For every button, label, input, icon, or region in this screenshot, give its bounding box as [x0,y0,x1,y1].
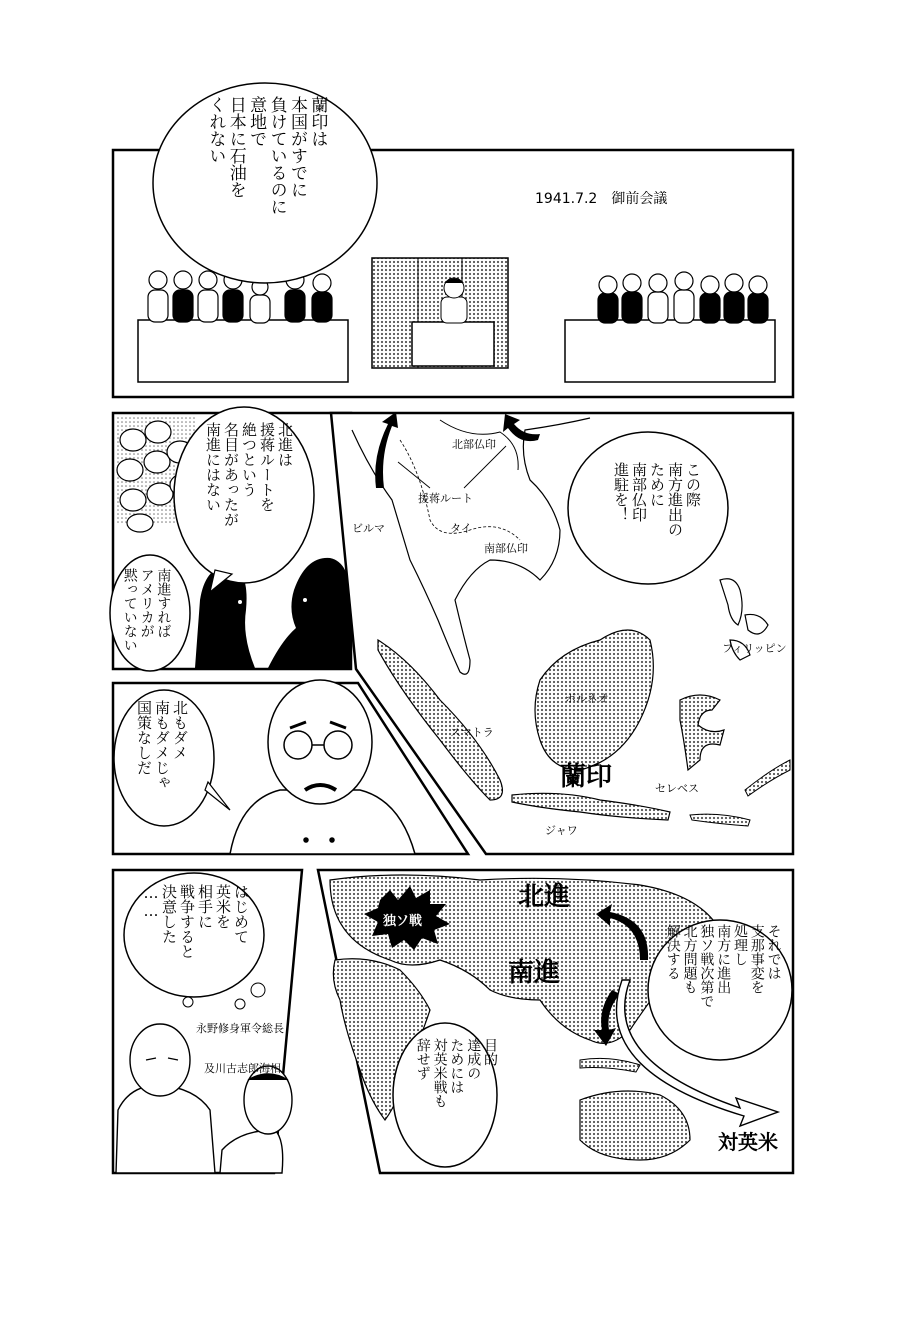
label-north-advance: 北進 [518,882,571,912]
label-german-soviet-war: 独ソ戦 [383,914,423,929]
caption-date-conference: 1941.7.2 御前会議 [535,191,668,207]
label-celebes: セレベス [655,782,699,795]
emperor-figure [441,278,467,323]
name-nagano: 永野修身軍令総長 [196,1022,284,1035]
label-anglo-american: 対英米 [718,1130,778,1154]
speech-bubble-no-policy: 北もダメ 南もダメじゃ 国策なしだ [135,700,189,790]
label-sumatra: スマトラ [450,726,494,739]
label-java: ジャワ [545,824,578,837]
thought-bubble-decision: はじめて 英米を 相手に 戦争すると 決意した …… [142,884,250,959]
label-dutch-indies: 蘭印 [560,762,613,792]
speech-bubble-america: 南進すれば アメリカが 黙っていない [121,568,172,652]
left-desk [138,320,348,382]
label-thailand: タイ [450,522,472,535]
label-aid-route: 援蒋ルート [418,492,473,505]
label-philippines: フィリッピン [722,642,787,655]
label-burma: ビルマ [352,522,385,535]
speech-bubble-oil: 蘭印は 本国がすでに 負けているのに 意地で 日本に石油を くれない [205,96,328,215]
speech-bubble-north-advance: 北進は 援蒋ルートを 絶つという 名目があったが 南進にはない [204,422,294,527]
right-desk [565,320,775,382]
speech-bubble-south-indochina: この際 南方進出の ために 南部仏印 進駐を！ [612,462,702,537]
label-borneo: ボルネオ [565,692,609,705]
speech-bubble-settle-china: それでは 支那事変を 処理し 南方に進出 独ソ戦次第で 北方問題も 解決する [664,924,782,1008]
label-south-indochina: 南部仏印 [484,542,528,555]
label-north-indochina: 北部仏印 [452,438,496,451]
name-oikawa: 及川古志郎海相 [204,1062,281,1075]
right-attendees [598,272,768,323]
speech-bubble-goal: 目的 達成の ためには 対英米戦も 辞せず [414,1038,498,1108]
label-south-advance: 南進 [508,958,561,988]
emperor-desk [412,322,494,366]
